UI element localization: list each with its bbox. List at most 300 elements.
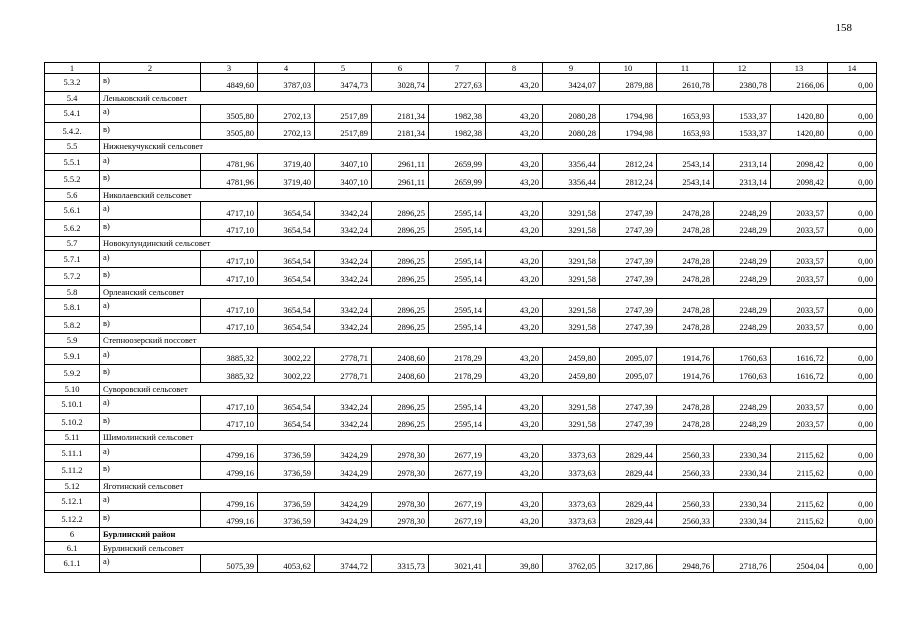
value-cell: 2478,28	[657, 299, 714, 317]
value-cell: 2033,57	[771, 413, 828, 431]
column-number-header: 8	[486, 63, 543, 74]
row-code: 5.10	[45, 382, 100, 396]
row-code: 5.10.1	[45, 396, 100, 414]
value-cell: 2033,57	[771, 202, 828, 220]
value-cell: 2115,62	[771, 510, 828, 528]
value-cell: 2115,62	[771, 444, 828, 462]
group-header-row	[45, 431, 877, 445]
value-cell: 3291,58	[543, 299, 600, 317]
value-cell: 2098,42	[771, 171, 828, 189]
row-label: а)	[100, 153, 201, 171]
value-cell: 3654,54	[258, 202, 315, 220]
row-code: 5.5	[45, 140, 100, 154]
value-cell: 2595,14	[429, 250, 486, 268]
table-row	[45, 462, 877, 480]
value-cell: 2380,78	[714, 74, 771, 92]
group-header-row	[45, 382, 877, 396]
value-cell: 4717,10	[201, 299, 258, 317]
value-cell: 3885,32	[201, 365, 258, 383]
row-code: 5.12.2	[45, 510, 100, 528]
value-cell: 2747,39	[600, 316, 657, 334]
value-cell: 3736,59	[258, 462, 315, 480]
group-name: Яготинский сельсовет	[100, 479, 877, 493]
column-number-header: 12	[714, 63, 771, 74]
row-code: 5.12.1	[45, 493, 100, 511]
row-code: 6.1.1	[45, 555, 100, 573]
value-cell: 3424,29	[315, 493, 372, 511]
group-header-row	[45, 285, 877, 299]
value-cell: 4717,10	[201, 268, 258, 286]
value-cell: 4717,10	[201, 202, 258, 220]
value-cell: 3787,03	[258, 74, 315, 92]
value-cell: 4781,96	[201, 171, 258, 189]
table-body	[45, 74, 877, 573]
value-cell: 2248,29	[714, 219, 771, 237]
row-code: 5.7.2	[45, 268, 100, 286]
value-cell: 3719,40	[258, 153, 315, 171]
column-number-header: 14	[828, 63, 877, 74]
row-label: а)	[100, 347, 201, 365]
value-cell: 2543,14	[657, 153, 714, 171]
value-cell: 4799,16	[201, 462, 258, 480]
group-name: Николаевский сельсовет	[100, 188, 877, 202]
row-code: 5.4.1	[45, 105, 100, 123]
table-row	[45, 299, 877, 317]
column-number-header: 5	[315, 63, 372, 74]
tariff-table	[44, 62, 877, 573]
value-cell: 2978,30	[372, 493, 429, 511]
value-cell: 1533,37	[714, 105, 771, 123]
value-cell: 2677,19	[429, 510, 486, 528]
value-cell: 3002,22	[258, 347, 315, 365]
row-code: 5.11.1	[45, 444, 100, 462]
value-cell: 0,00	[828, 122, 877, 140]
value-cell: 2677,19	[429, 493, 486, 511]
table-row	[45, 444, 877, 462]
row-code: 5.9	[45, 334, 100, 348]
value-cell: 2610,78	[657, 74, 714, 92]
value-cell: 2659,99	[429, 171, 486, 189]
value-cell: 2560,33	[657, 462, 714, 480]
value-cell: 2330,34	[714, 510, 771, 528]
value-cell: 2747,39	[600, 219, 657, 237]
row-label: а)	[100, 202, 201, 220]
value-cell: 0,00	[828, 219, 877, 237]
value-cell: 3291,58	[543, 202, 600, 220]
table-row	[45, 365, 877, 383]
row-label: в)	[100, 510, 201, 528]
value-cell: 4053,62	[258, 555, 315, 573]
value-cell: 2033,57	[771, 316, 828, 334]
row-code: 5.9.2	[45, 365, 100, 383]
value-cell: 2478,28	[657, 250, 714, 268]
value-cell: 4781,96	[201, 153, 258, 171]
group-name: Леньковский сельсовет	[100, 91, 877, 105]
value-cell: 2033,57	[771, 299, 828, 317]
value-cell: 43,20	[486, 493, 543, 511]
value-cell: 43,20	[486, 153, 543, 171]
group-name: Суворовский сельсовет	[100, 382, 877, 396]
value-cell: 2896,25	[372, 268, 429, 286]
value-cell: 2478,28	[657, 219, 714, 237]
group-name: Бурлинский сельсовет	[100, 541, 877, 555]
value-cell: 2677,19	[429, 462, 486, 480]
row-label: в)	[100, 365, 201, 383]
value-cell: 2248,29	[714, 396, 771, 414]
group-header-row	[45, 237, 877, 251]
value-cell: 2517,89	[315, 122, 372, 140]
value-cell: 2080,28	[543, 105, 600, 123]
value-cell: 43,20	[486, 444, 543, 462]
value-cell: 2115,62	[771, 462, 828, 480]
value-cell: 3736,59	[258, 510, 315, 528]
value-cell: 43,20	[486, 365, 543, 383]
value-cell: 2747,39	[600, 250, 657, 268]
value-cell: 3654,54	[258, 299, 315, 317]
column-number-header: 3	[201, 63, 258, 74]
value-cell: 0,00	[828, 396, 877, 414]
row-code: 5.7	[45, 237, 100, 251]
row-label: в)	[100, 122, 201, 140]
group-header-row	[45, 479, 877, 493]
group-header-row	[45, 188, 877, 202]
value-cell: 2677,19	[429, 444, 486, 462]
column-number-header: 9	[543, 63, 600, 74]
value-cell: 1653,93	[657, 105, 714, 123]
value-cell: 0,00	[828, 365, 877, 383]
value-cell: 2595,14	[429, 268, 486, 286]
group-name: Бурлинский район	[100, 528, 877, 542]
row-label: в)	[100, 268, 201, 286]
value-cell: 2115,62	[771, 493, 828, 511]
value-cell: 2595,14	[429, 299, 486, 317]
value-cell: 4717,10	[201, 250, 258, 268]
value-cell: 3342,24	[315, 316, 372, 334]
value-cell: 43,20	[486, 299, 543, 317]
value-cell: 2896,25	[372, 250, 429, 268]
column-number-header: 7	[429, 63, 486, 74]
value-cell: 3654,54	[258, 219, 315, 237]
value-cell: 4717,10	[201, 316, 258, 334]
group-header-row	[45, 541, 877, 555]
row-label: а)	[100, 555, 201, 573]
row-code: 5.8.1	[45, 299, 100, 317]
row-code: 5.3.2	[45, 74, 100, 92]
value-cell: 2330,34	[714, 493, 771, 511]
value-cell: 4849,60	[201, 74, 258, 92]
row-label: а)	[100, 493, 201, 511]
value-cell: 1982,38	[429, 105, 486, 123]
value-cell: 1982,38	[429, 122, 486, 140]
row-label: в)	[100, 462, 201, 480]
value-cell: 3424,29	[315, 462, 372, 480]
value-cell: 2829,44	[600, 510, 657, 528]
value-cell: 39,80	[486, 555, 543, 573]
row-code: 5.6	[45, 188, 100, 202]
value-cell: 2478,28	[657, 396, 714, 414]
value-cell: 2659,99	[429, 153, 486, 171]
value-cell: 3736,59	[258, 493, 315, 511]
value-cell: 3291,58	[543, 219, 600, 237]
value-cell: 3654,54	[258, 396, 315, 414]
value-cell: 3505,80	[201, 122, 258, 140]
table-row	[45, 347, 877, 365]
row-code: 5.8	[45, 285, 100, 299]
value-cell: 2747,39	[600, 396, 657, 414]
value-cell: 3407,10	[315, 171, 372, 189]
value-cell: 3291,58	[543, 396, 600, 414]
value-cell: 3654,54	[258, 413, 315, 431]
value-cell: 3356,44	[543, 153, 600, 171]
value-cell: 2560,33	[657, 510, 714, 528]
row-code: 6.1	[45, 541, 100, 555]
value-cell: 1616,72	[771, 347, 828, 365]
row-label: а)	[100, 299, 201, 317]
page-number: 158	[835, 22, 852, 34]
row-code: 5.11	[45, 431, 100, 445]
value-cell: 0,00	[828, 444, 877, 462]
value-cell: 2595,14	[429, 202, 486, 220]
column-number-header: 4	[258, 63, 315, 74]
value-cell: 43,20	[486, 268, 543, 286]
row-code: 5.5.2	[45, 171, 100, 189]
row-code: 5.5.1	[45, 153, 100, 171]
value-cell: 2702,13	[258, 122, 315, 140]
value-cell: 3424,29	[315, 444, 372, 462]
value-cell: 2747,39	[600, 413, 657, 431]
value-cell: 3021,41	[429, 555, 486, 573]
value-cell: 1794,98	[600, 105, 657, 123]
value-cell: 3654,54	[258, 250, 315, 268]
value-cell: 0,00	[828, 268, 877, 286]
value-cell: 3342,24	[315, 202, 372, 220]
column-number-header: 10	[600, 63, 657, 74]
row-code: 5.6.2	[45, 219, 100, 237]
row-label: в)	[100, 171, 201, 189]
table-row	[45, 555, 877, 573]
row-code: 5.9.1	[45, 347, 100, 365]
value-cell: 2248,29	[714, 250, 771, 268]
column-number-header: 1	[45, 63, 100, 74]
value-cell: 4799,16	[201, 510, 258, 528]
column-number-header: 11	[657, 63, 714, 74]
table-row	[45, 510, 877, 528]
value-cell: 1794,98	[600, 122, 657, 140]
table-row	[45, 316, 877, 334]
value-cell: 2330,34	[714, 462, 771, 480]
value-cell: 3315,73	[372, 555, 429, 573]
value-cell: 2098,42	[771, 153, 828, 171]
value-cell: 0,00	[828, 462, 877, 480]
value-cell: 43,20	[486, 105, 543, 123]
value-cell: 2313,14	[714, 171, 771, 189]
value-cell: 2961,11	[372, 171, 429, 189]
column-number-header: 6	[372, 63, 429, 74]
group-header-row	[45, 334, 877, 348]
row-code: 5.6.1	[45, 202, 100, 220]
value-cell: 2478,28	[657, 316, 714, 334]
value-cell: 0,00	[828, 299, 877, 317]
value-cell: 4717,10	[201, 219, 258, 237]
row-label: в)	[100, 74, 201, 92]
row-code: 5.4	[45, 91, 100, 105]
value-cell: 2829,44	[600, 493, 657, 511]
value-cell: 2181,34	[372, 105, 429, 123]
value-cell: 2408,60	[372, 365, 429, 383]
value-cell: 3291,58	[543, 413, 600, 431]
value-cell: 0,00	[828, 202, 877, 220]
value-cell: 2181,34	[372, 122, 429, 140]
value-cell: 2896,25	[372, 299, 429, 317]
value-cell: 43,20	[486, 250, 543, 268]
value-cell: 0,00	[828, 74, 877, 92]
group-name: Шимолинский сельсовет	[100, 431, 877, 445]
value-cell: 4717,10	[201, 396, 258, 414]
value-cell: 2408,60	[372, 347, 429, 365]
row-code: 6	[45, 528, 100, 542]
value-cell: 2095,07	[600, 365, 657, 383]
value-cell: 2896,25	[372, 316, 429, 334]
value-cell: 4799,16	[201, 493, 258, 511]
group-header-row	[45, 528, 877, 542]
value-cell: 2778,71	[315, 365, 372, 383]
value-cell: 1914,76	[657, 347, 714, 365]
column-number-header: 2	[100, 63, 201, 74]
row-code: 5.10.2	[45, 413, 100, 431]
value-cell: 1533,37	[714, 122, 771, 140]
value-cell: 3373,63	[543, 493, 600, 511]
value-cell: 2459,80	[543, 365, 600, 383]
value-cell: 43,20	[486, 413, 543, 431]
value-cell: 1653,93	[657, 122, 714, 140]
value-cell: 2778,71	[315, 347, 372, 365]
value-cell: 2095,07	[600, 347, 657, 365]
value-cell: 2478,28	[657, 268, 714, 286]
value-cell: 3002,22	[258, 365, 315, 383]
value-cell: 3505,80	[201, 105, 258, 123]
row-label: а)	[100, 250, 201, 268]
value-cell: 2747,39	[600, 299, 657, 317]
value-cell: 2948,76	[657, 555, 714, 573]
value-cell: 2560,33	[657, 444, 714, 462]
table-row	[45, 74, 877, 92]
value-cell: 3373,63	[543, 462, 600, 480]
row-label: а)	[100, 396, 201, 414]
value-cell: 3291,58	[543, 268, 600, 286]
table-row	[45, 105, 877, 123]
value-cell: 2478,28	[657, 413, 714, 431]
table-row	[45, 493, 877, 511]
table-row	[45, 396, 877, 414]
value-cell: 2896,25	[372, 413, 429, 431]
value-cell: 2248,29	[714, 413, 771, 431]
value-cell: 2478,28	[657, 202, 714, 220]
value-cell: 2313,14	[714, 153, 771, 171]
value-cell: 2829,44	[600, 444, 657, 462]
value-cell: 1616,72	[771, 365, 828, 383]
value-cell: 2879,88	[600, 74, 657, 92]
table-row	[45, 202, 877, 220]
row-code: 5.8.2	[45, 316, 100, 334]
value-cell: 3373,63	[543, 444, 600, 462]
value-cell: 0,00	[828, 413, 877, 431]
row-code: 5.7.1	[45, 250, 100, 268]
value-cell: 1914,76	[657, 365, 714, 383]
table-row	[45, 171, 877, 189]
value-cell: 4717,10	[201, 413, 258, 431]
value-cell: 1760,63	[714, 347, 771, 365]
value-cell: 3342,24	[315, 219, 372, 237]
value-cell: 43,20	[486, 171, 543, 189]
table-row	[45, 268, 877, 286]
value-cell: 3762,05	[543, 555, 600, 573]
row-label: в)	[100, 413, 201, 431]
value-cell: 2459,80	[543, 347, 600, 365]
value-cell: 1420,80	[771, 122, 828, 140]
value-cell: 2595,14	[429, 316, 486, 334]
value-cell: 2896,25	[372, 202, 429, 220]
value-cell: 3654,54	[258, 268, 315, 286]
value-cell: 43,20	[486, 316, 543, 334]
value-cell: 3342,24	[315, 299, 372, 317]
value-cell: 2248,29	[714, 299, 771, 317]
value-cell: 2033,57	[771, 219, 828, 237]
group-name: Новокулундинский сельсовет	[100, 237, 877, 251]
value-cell: 3342,24	[315, 268, 372, 286]
value-cell: 0,00	[828, 316, 877, 334]
value-cell: 2812,24	[600, 153, 657, 171]
value-cell: 2896,25	[372, 219, 429, 237]
row-code: 5.4.2.	[45, 122, 100, 140]
value-cell: 0,00	[828, 493, 877, 511]
value-cell: 2248,29	[714, 202, 771, 220]
group-header-row	[45, 140, 877, 154]
value-cell: 2560,33	[657, 493, 714, 511]
value-cell: 2727,63	[429, 74, 486, 92]
column-number-header: 13	[771, 63, 828, 74]
value-cell: 2330,34	[714, 444, 771, 462]
group-name: Нижнекучукский сельсовет	[100, 140, 877, 154]
value-cell: 3342,24	[315, 396, 372, 414]
value-cell: 43,20	[486, 202, 543, 220]
value-cell: 2747,39	[600, 268, 657, 286]
table-row	[45, 122, 877, 140]
value-cell: 3654,54	[258, 316, 315, 334]
value-cell: 3736,59	[258, 444, 315, 462]
value-cell: 43,20	[486, 219, 543, 237]
value-cell: 2248,29	[714, 316, 771, 334]
value-cell: 3744,72	[315, 555, 372, 573]
value-cell: 0,00	[828, 153, 877, 171]
table-row	[45, 250, 877, 268]
value-cell: 3373,63	[543, 510, 600, 528]
value-cell: 2517,89	[315, 105, 372, 123]
value-cell: 43,20	[486, 462, 543, 480]
value-cell: 2718,76	[714, 555, 771, 573]
value-cell: 3474,73	[315, 74, 372, 92]
value-cell: 2812,24	[600, 171, 657, 189]
value-cell: 4799,16	[201, 444, 258, 462]
row-label: в)	[100, 316, 201, 334]
value-cell: 2033,57	[771, 250, 828, 268]
value-cell: 3217,86	[600, 555, 657, 573]
group-name: Орлеанский сельсовет	[100, 285, 877, 299]
value-cell: 0,00	[828, 250, 877, 268]
value-cell: 3356,44	[543, 171, 600, 189]
table-row	[45, 413, 877, 431]
value-cell: 2033,57	[771, 268, 828, 286]
value-cell: 2504,04	[771, 555, 828, 573]
